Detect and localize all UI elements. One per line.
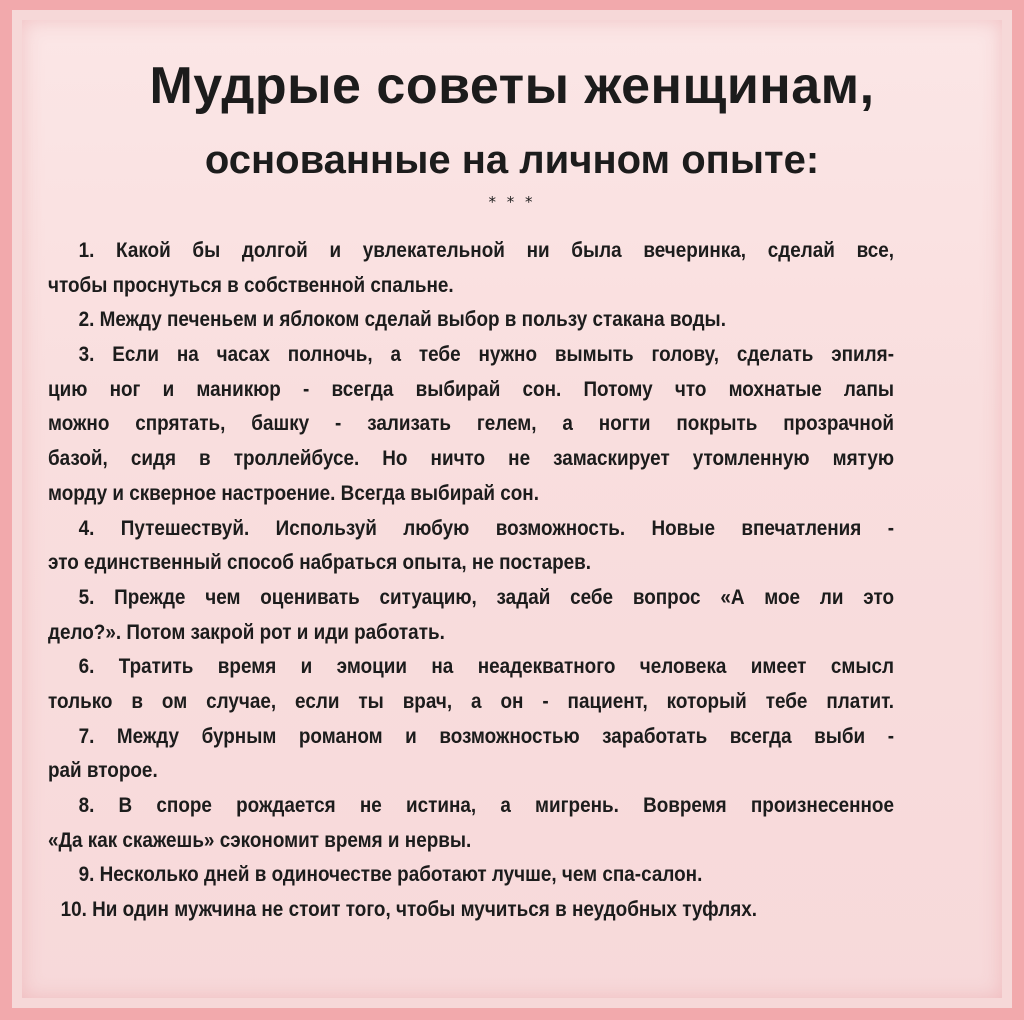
advice-6-line-1: 6. Тратить время и эмоции на неадекватного человека имеет смысл bbox=[78, 655, 895, 679]
page-title: Мудрые советы женщинам, bbox=[149, 57, 875, 115]
separator-stars: * * * bbox=[488, 193, 536, 211]
advice-4-line-2: это единственный способ набраться опыта, не постарев. bbox=[48, 551, 592, 575]
advice-3-line-1: 3. Если на часах полночь, а тебе нужно вымыть голову, сделать эпиля- bbox=[78, 343, 895, 367]
advice-3-line-5: морду и скверное настроение. Всегда выбирай сон. bbox=[48, 481, 539, 505]
advice-9-line-1: 9. Несколько дней в одиночестве работают лучше, чем спа-салон. bbox=[78, 863, 703, 887]
page-subtitle: основанные на личном опыте: bbox=[204, 138, 820, 182]
advice-1-line-1: 1. Какой бы долгой и увлекательной ни была вечеринка, сделай все, bbox=[78, 239, 895, 262]
advice-7-line-2: рай второе. bbox=[48, 759, 158, 783]
advice-3-line-2: цию ног и маникюр - всегда выбирай сон. Потому что мохнатые лапы bbox=[48, 377, 894, 401]
advice-3-line-4: базой, сидя в троллейбусе. Но ничто не замаскирует утомленную мятую bbox=[48, 447, 894, 471]
advice-10-line-1: 10. Ни один мужчина не стоит того, чтобы мучиться в неудобных туфлях. bbox=[60, 898, 758, 922]
advice-8-line-2: «Да как скажешь» сэкономит время и нервы. bbox=[48, 828, 472, 852]
advice-5-line-1: 5. Прежде чем оценивать ситуацию, задай себе вопрос «А мое ли это bbox=[78, 585, 895, 609]
advice-2-line-1: 2. Между печеньем и яблоком сделай выбор в пользу стакана воды. bbox=[78, 308, 726, 332]
card-background bbox=[22, 20, 1002, 998]
advice-list bbox=[48, 234, 894, 928]
advice-6-line-2: только в ом случае, если ты врач, а он - пациент, который тебе платит. bbox=[48, 689, 894, 713]
advice-8-line-1: 8. В споре рождается не истина, а мигрень. Вовремя произнесенное bbox=[78, 794, 895, 817]
advice-5-line-2: дело?». Потом закрой рот и иди работать. bbox=[48, 620, 445, 644]
advice-7-line-1: 7. Между бурным романом и возможностью заработать всегда выби - bbox=[78, 724, 895, 748]
advice-3-line-3: можно спрятать, башку - зализать гелем, а ногти покрыть прозрачной bbox=[48, 412, 894, 436]
advice-1-line-2: чтобы проснуться в собственной спальне. bbox=[48, 273, 454, 297]
advice-4-line-1: 4. Путешествуй. Используй любую возможность. Новые впечатления - bbox=[78, 516, 895, 540]
